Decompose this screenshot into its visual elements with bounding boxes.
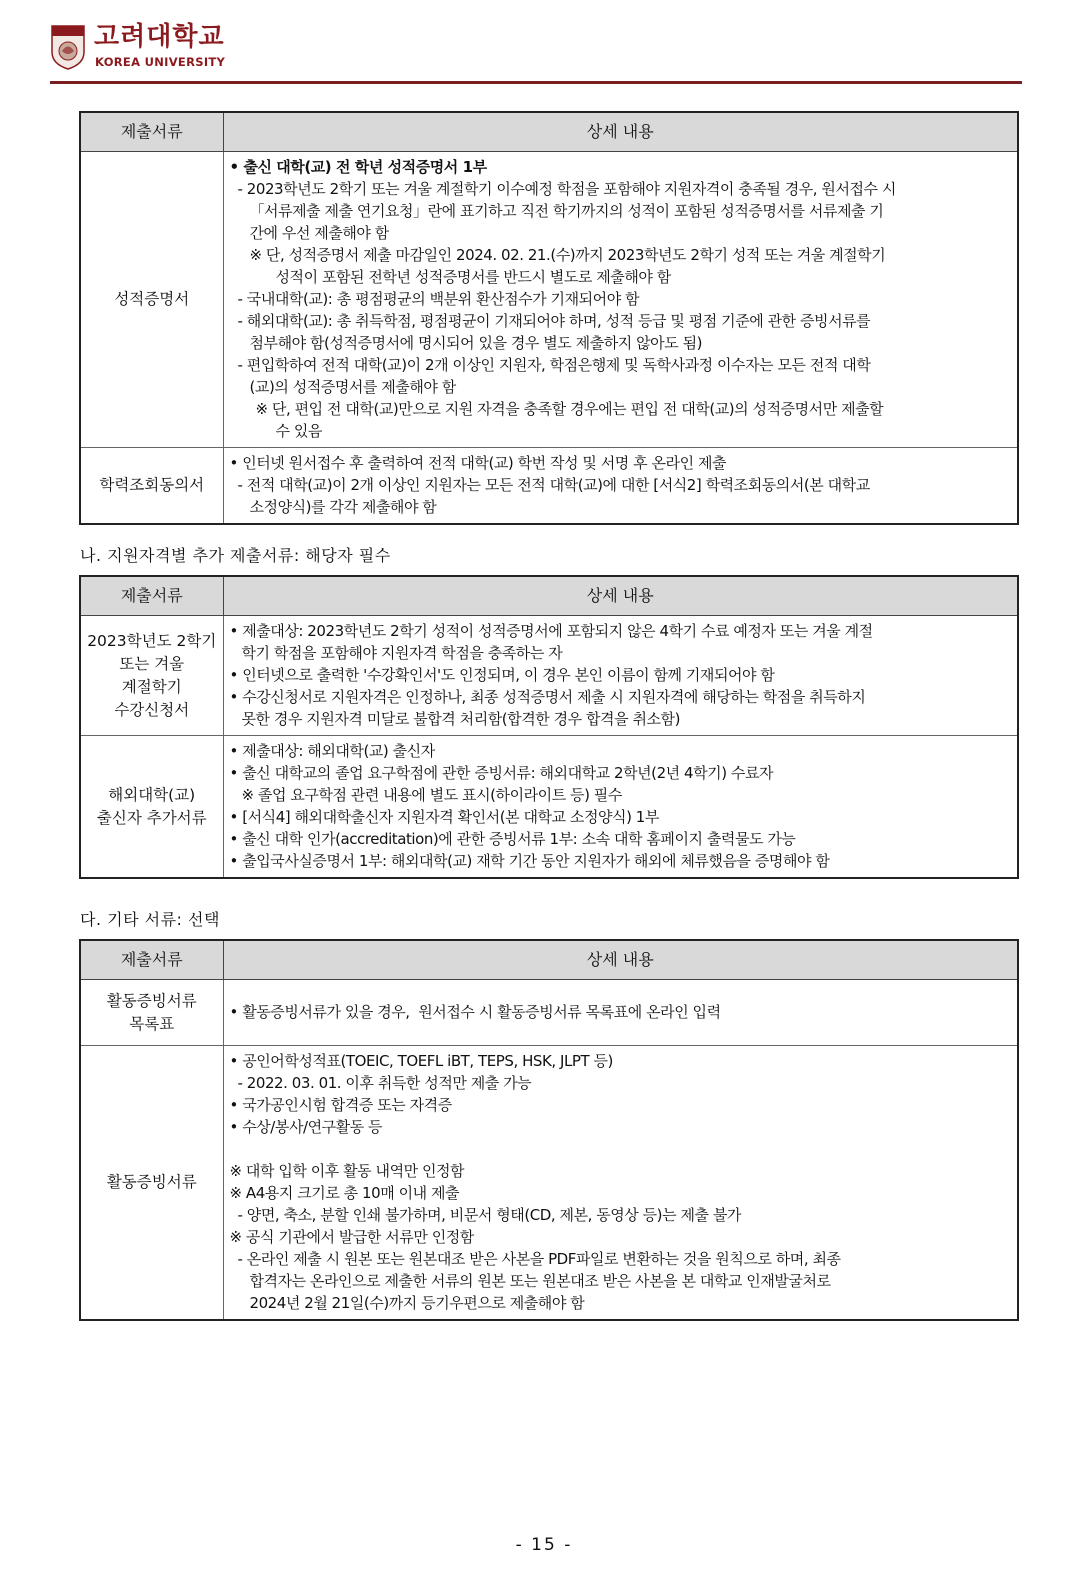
- table-header-row: [80, 576, 1018, 616]
- additional-documents-table: [79, 575, 1019, 879]
- label-line: 수강신청서: [114, 700, 190, 719]
- detail-line: - 양면, 축소, 분할 인쇄 불가하며, 비문서 형태(CD, 제본, 동영상 등)는 제출 불가: [237, 1206, 741, 1224]
- table-row: [80, 448, 1018, 525]
- page-number: - 15 -: [515, 1535, 573, 1555]
- row-label: [80, 1046, 223, 1321]
- column-header-document: 제출서류: [80, 576, 223, 616]
- header-divider: [50, 81, 1022, 84]
- detail-line: ※ 단, 성적증명서 제출 마감일인 2024. 02. 21.(수)까지 2023학년도 2학기 성적 또는 겨울 계절학기: [249, 246, 886, 264]
- table-row: [80, 1046, 1018, 1321]
- detail-line: - 2022. 03. 01. 이후 취득한 성적만 제출 가능: [237, 1074, 532, 1092]
- detail-line: 간에 우선 제출해야 함: [249, 224, 389, 242]
- column-header-details: 상세 내용: [223, 576, 1018, 616]
- other-documents-table: [79, 939, 1019, 1321]
- detail-line: • 출신 대학 인가(accreditation)에 관한 증빙서류 1부: 소속 대학 홈페이지 출력물도 가능: [229, 830, 796, 848]
- row-label: 성적증명서: [80, 152, 223, 448]
- detail-line: ※ 대학 입학 이후 활동 내역만 인정함: [229, 1162, 465, 1180]
- detail-line: 수 있음: [275, 422, 322, 440]
- detail-line: • 국가공인시험 합격증 또는 자격증: [229, 1096, 452, 1114]
- detail-line: 소정양식)를 각각 제출해야 함: [249, 498, 437, 516]
- detail-line: • 활동증빙서류가 있을 경우, 원서접수 시 활동증빙서류 목록표에 온라인 입력: [229, 1003, 721, 1021]
- row-details: [223, 616, 1018, 736]
- detail-line: • 제출대상: 2023학년도 2학기 성적이 성적증명서에 포함되지 않은 4학기 수료 예정자 또는 겨울 계절: [229, 622, 873, 640]
- detail-line: • 수강신청서로 지원자격은 인정하나, 최종 성적증명서 제출 시 지원자격에 해당하는 학점을 취득하지: [229, 688, 866, 706]
- detail-line: 합격자는 온라인으로 제출한 서류의 원본 또는 원본대조 받은 사본을 본 대학교 인재발굴처로: [249, 1272, 831, 1290]
- detail-line: • 공인어학성적표(TOEIC, TOEFL iBT, TEPS, HSK, JLPT 등): [229, 1052, 613, 1070]
- detail-line: • [서식4] 해외대학출신자 지원자격 확인서(본 대학교 소정양식) 1부: [229, 808, 659, 826]
- document-content: [79, 111, 1021, 1321]
- detail-line: 2024년 2월 21일(수)까지 등기우편으로 제출해야 함: [249, 1294, 585, 1312]
- detail-line-blank: [230, 1138, 1012, 1160]
- row-label: [80, 736, 223, 879]
- row-details: [223, 1046, 1018, 1321]
- detail-line: 학기 학점을 포함해야 지원자격 학점을 충족하는 자: [241, 644, 563, 662]
- detail-line: • 수상/봉사/연구활동 등: [229, 1118, 383, 1136]
- detail-line: - 온라인 제출 시 원본 또는 원본대조 받은 사본을 PDF파일로 변환하는 것을 원칙으로 하며, 최종: [237, 1250, 841, 1268]
- label-line: 활동증빙서류: [106, 1173, 197, 1191]
- detail-line: • 인터넷 원서접수 후 출력하여 전적 대학(교) 학번 작성 및 서명 후 온라인 제출: [229, 454, 727, 472]
- label-line: 목록표: [129, 1014, 175, 1033]
- detail-line: ※ 공식 기관에서 발급한 서류만 인정함: [229, 1228, 474, 1246]
- detail-line: • 출신 대학교의 졸업 요구학점에 관한 증빙서류: 해외대학교 2학년(2년 4학기) 수료자: [229, 764, 774, 782]
- label-line: 또는 겨울: [119, 654, 185, 673]
- row-details: [223, 448, 1018, 525]
- row-details: [223, 980, 1018, 1046]
- table-a-wrapper: [79, 111, 1021, 525]
- detail-line: - 편입학하여 전적 대학(교)이 2개 이상인 지원자, 학점은행제 및 독학사과정 이수자는 모든 전적 대학: [237, 356, 871, 374]
- university-name-english: KOREA UNIVERSITY: [95, 55, 226, 69]
- detail-line: • 출신 대학(교) 전 학년 성적증명서 1부: [229, 158, 487, 176]
- detail-line: ※ 단, 편입 전 대학(교)만으로 지원 자격을 충족할 경우에는 편입 전 대학(교)의 성적증명서만 제출할: [255, 400, 884, 418]
- label-line: 2023학년도 2학기: [87, 631, 217, 650]
- table-row: [80, 736, 1018, 879]
- table-row: [80, 152, 1018, 448]
- detail-line: ※ A4용지 크기로 총 10매 이내 제출: [229, 1184, 460, 1202]
- detail-line: - 국내대학(교): 총 평점평균의 백분위 환산점수가 기재되어야 함: [237, 290, 640, 308]
- page-header: [50, 0, 1022, 78]
- detail-line: (교)의 성적증명서를 제출해야 함: [249, 378, 456, 396]
- label-line: 계절학기: [121, 677, 182, 696]
- label-line: 출신자 추가서류: [96, 808, 207, 827]
- section-title-b: 나. 지원자격별 추가 제출서류: 해당자 필수: [80, 546, 391, 565]
- label-line: 해외대학(교): [108, 785, 196, 804]
- row-label: [80, 616, 223, 736]
- detail-line: • 제출대상: 해외대학(교) 출신자: [229, 742, 435, 760]
- detail-line: 못한 경우 지원자격 미달로 불합격 처리함(합격한 경우 합격을 취소함): [241, 710, 680, 728]
- column-header-details: 상세 내용: [223, 112, 1018, 152]
- detail-line: - 해외대학(교): 총 취득학점, 평점평균이 기재되어야 하며, 성적 등급 및 평점 기준에 관한 증빙서류를: [237, 312, 871, 330]
- row-label: 학력조회동의서: [80, 448, 223, 525]
- row-details: [223, 736, 1018, 879]
- table-row: [80, 616, 1018, 736]
- table-header-row: [80, 940, 1018, 980]
- section-title-c: 다. 기타 서류: 선택: [80, 910, 220, 929]
- university-name-korean: 고려대학교: [94, 22, 225, 52]
- table-header-row: [80, 112, 1018, 152]
- detail-line: 「서류제출 제출 연기요청」란에 표기하고 직전 학기까지의 성적이 포함된 성적증명서를 서류제출 기: [249, 202, 884, 220]
- detail-line: - 전적 대학(교)이 2개 이상인 지원자는 모든 전적 대학(교)에 대한 [서식2] 학력조회동의서(본 대학교: [237, 476, 870, 494]
- column-header-document: 제출서류: [80, 940, 223, 980]
- table-row: [80, 980, 1018, 1046]
- column-header-details: 상세 내용: [223, 940, 1018, 980]
- detail-line: 첨부해야 함(성적증명서에 명시되어 있을 경우 별도 제출하지 않아도 됨): [249, 334, 703, 352]
- detail-line: ※ 졸업 요구학점 관련 내용에 별도 표시(하이라이트 등) 필수: [241, 786, 622, 804]
- korea-university-emblem-icon: [50, 24, 86, 70]
- row-label: [80, 980, 223, 1046]
- detail-line: • 출입국사실증명서 1부: 해외대학(교) 재학 기간 동안 지원자가 해외에 체류했음을 증명해야 함: [229, 852, 830, 870]
- label-line: 활동증빙서류: [106, 991, 197, 1010]
- detail-line: 성적이 포함된 전학년 성적증명서를 반드시 별도로 제출해야 함: [275, 268, 671, 286]
- row-details: [223, 152, 1018, 448]
- required-documents-table: [79, 111, 1019, 525]
- detail-line: • 인터넷으로 출력한 '수강확인서'도 인정되며, 이 경우 본인 이름이 함께 기재되어야 함: [229, 666, 775, 684]
- detail-line: - 2023학년도 2학기 또는 겨울 계절학기 이수예정 학점을 포함해야 지원자격이 충족될 경우, 원서접수 시: [237, 180, 896, 198]
- column-header-document: 제출서류: [80, 112, 223, 152]
